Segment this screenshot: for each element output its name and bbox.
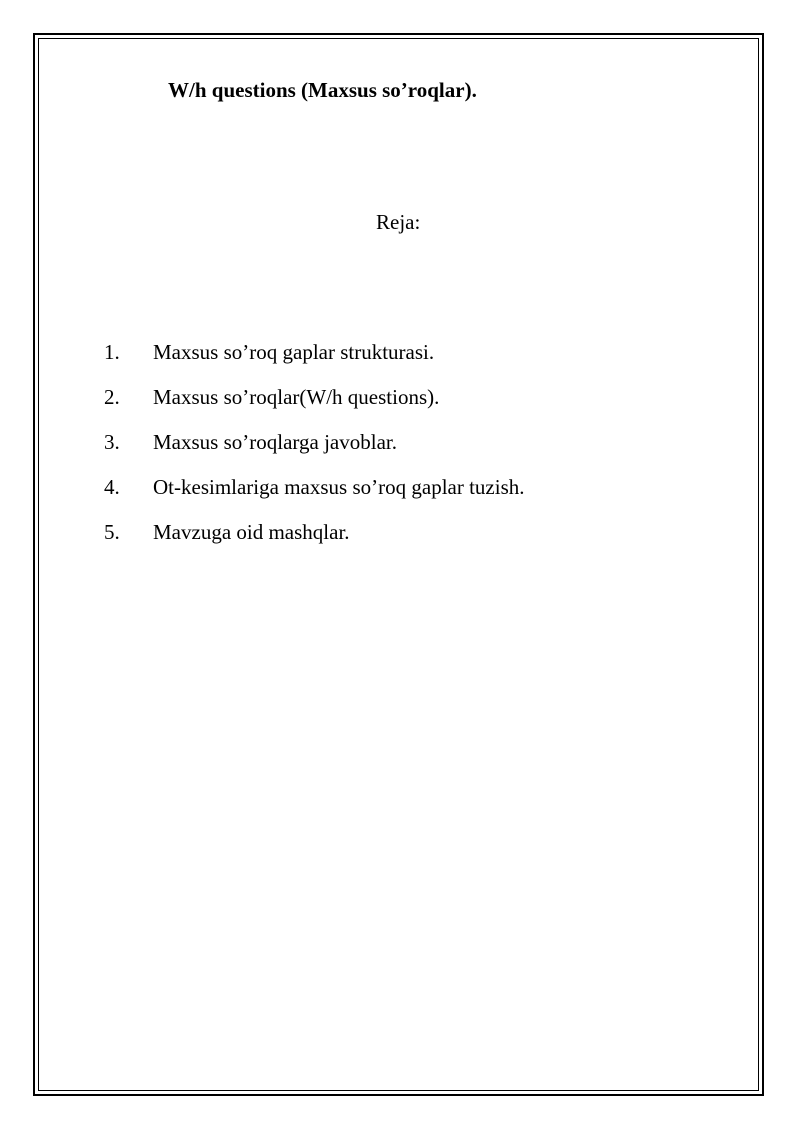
item-number: 4. <box>104 475 120 499</box>
item-number: 3. <box>104 430 120 454</box>
list-item <box>104 475 525 520</box>
item-number: 5. <box>104 520 120 544</box>
list-item <box>104 520 525 565</box>
item-text: Mavzuga oid mashqlar. <box>153 520 350 544</box>
plan-list <box>104 340 525 565</box>
item-text: Maxsus so’roq gaplar strukturasi. <box>153 340 435 364</box>
plan-heading: Reja: <box>376 210 421 234</box>
list-item <box>104 340 525 385</box>
document-title: W/h questions (Maxsus so’roqlar). <box>168 78 477 102</box>
item-number: 1. <box>104 340 120 364</box>
item-number: 2. <box>104 385 120 409</box>
item-text: Ot-kesimlariga maxsus so’roq gaplar tuzish. <box>153 475 525 499</box>
list-item <box>104 430 525 475</box>
item-text: Maxsus so’roqlarga javoblar. <box>153 430 397 454</box>
item-text: Maxsus so’roqlar(W/h questions). <box>153 385 440 409</box>
list-item <box>104 385 525 430</box>
